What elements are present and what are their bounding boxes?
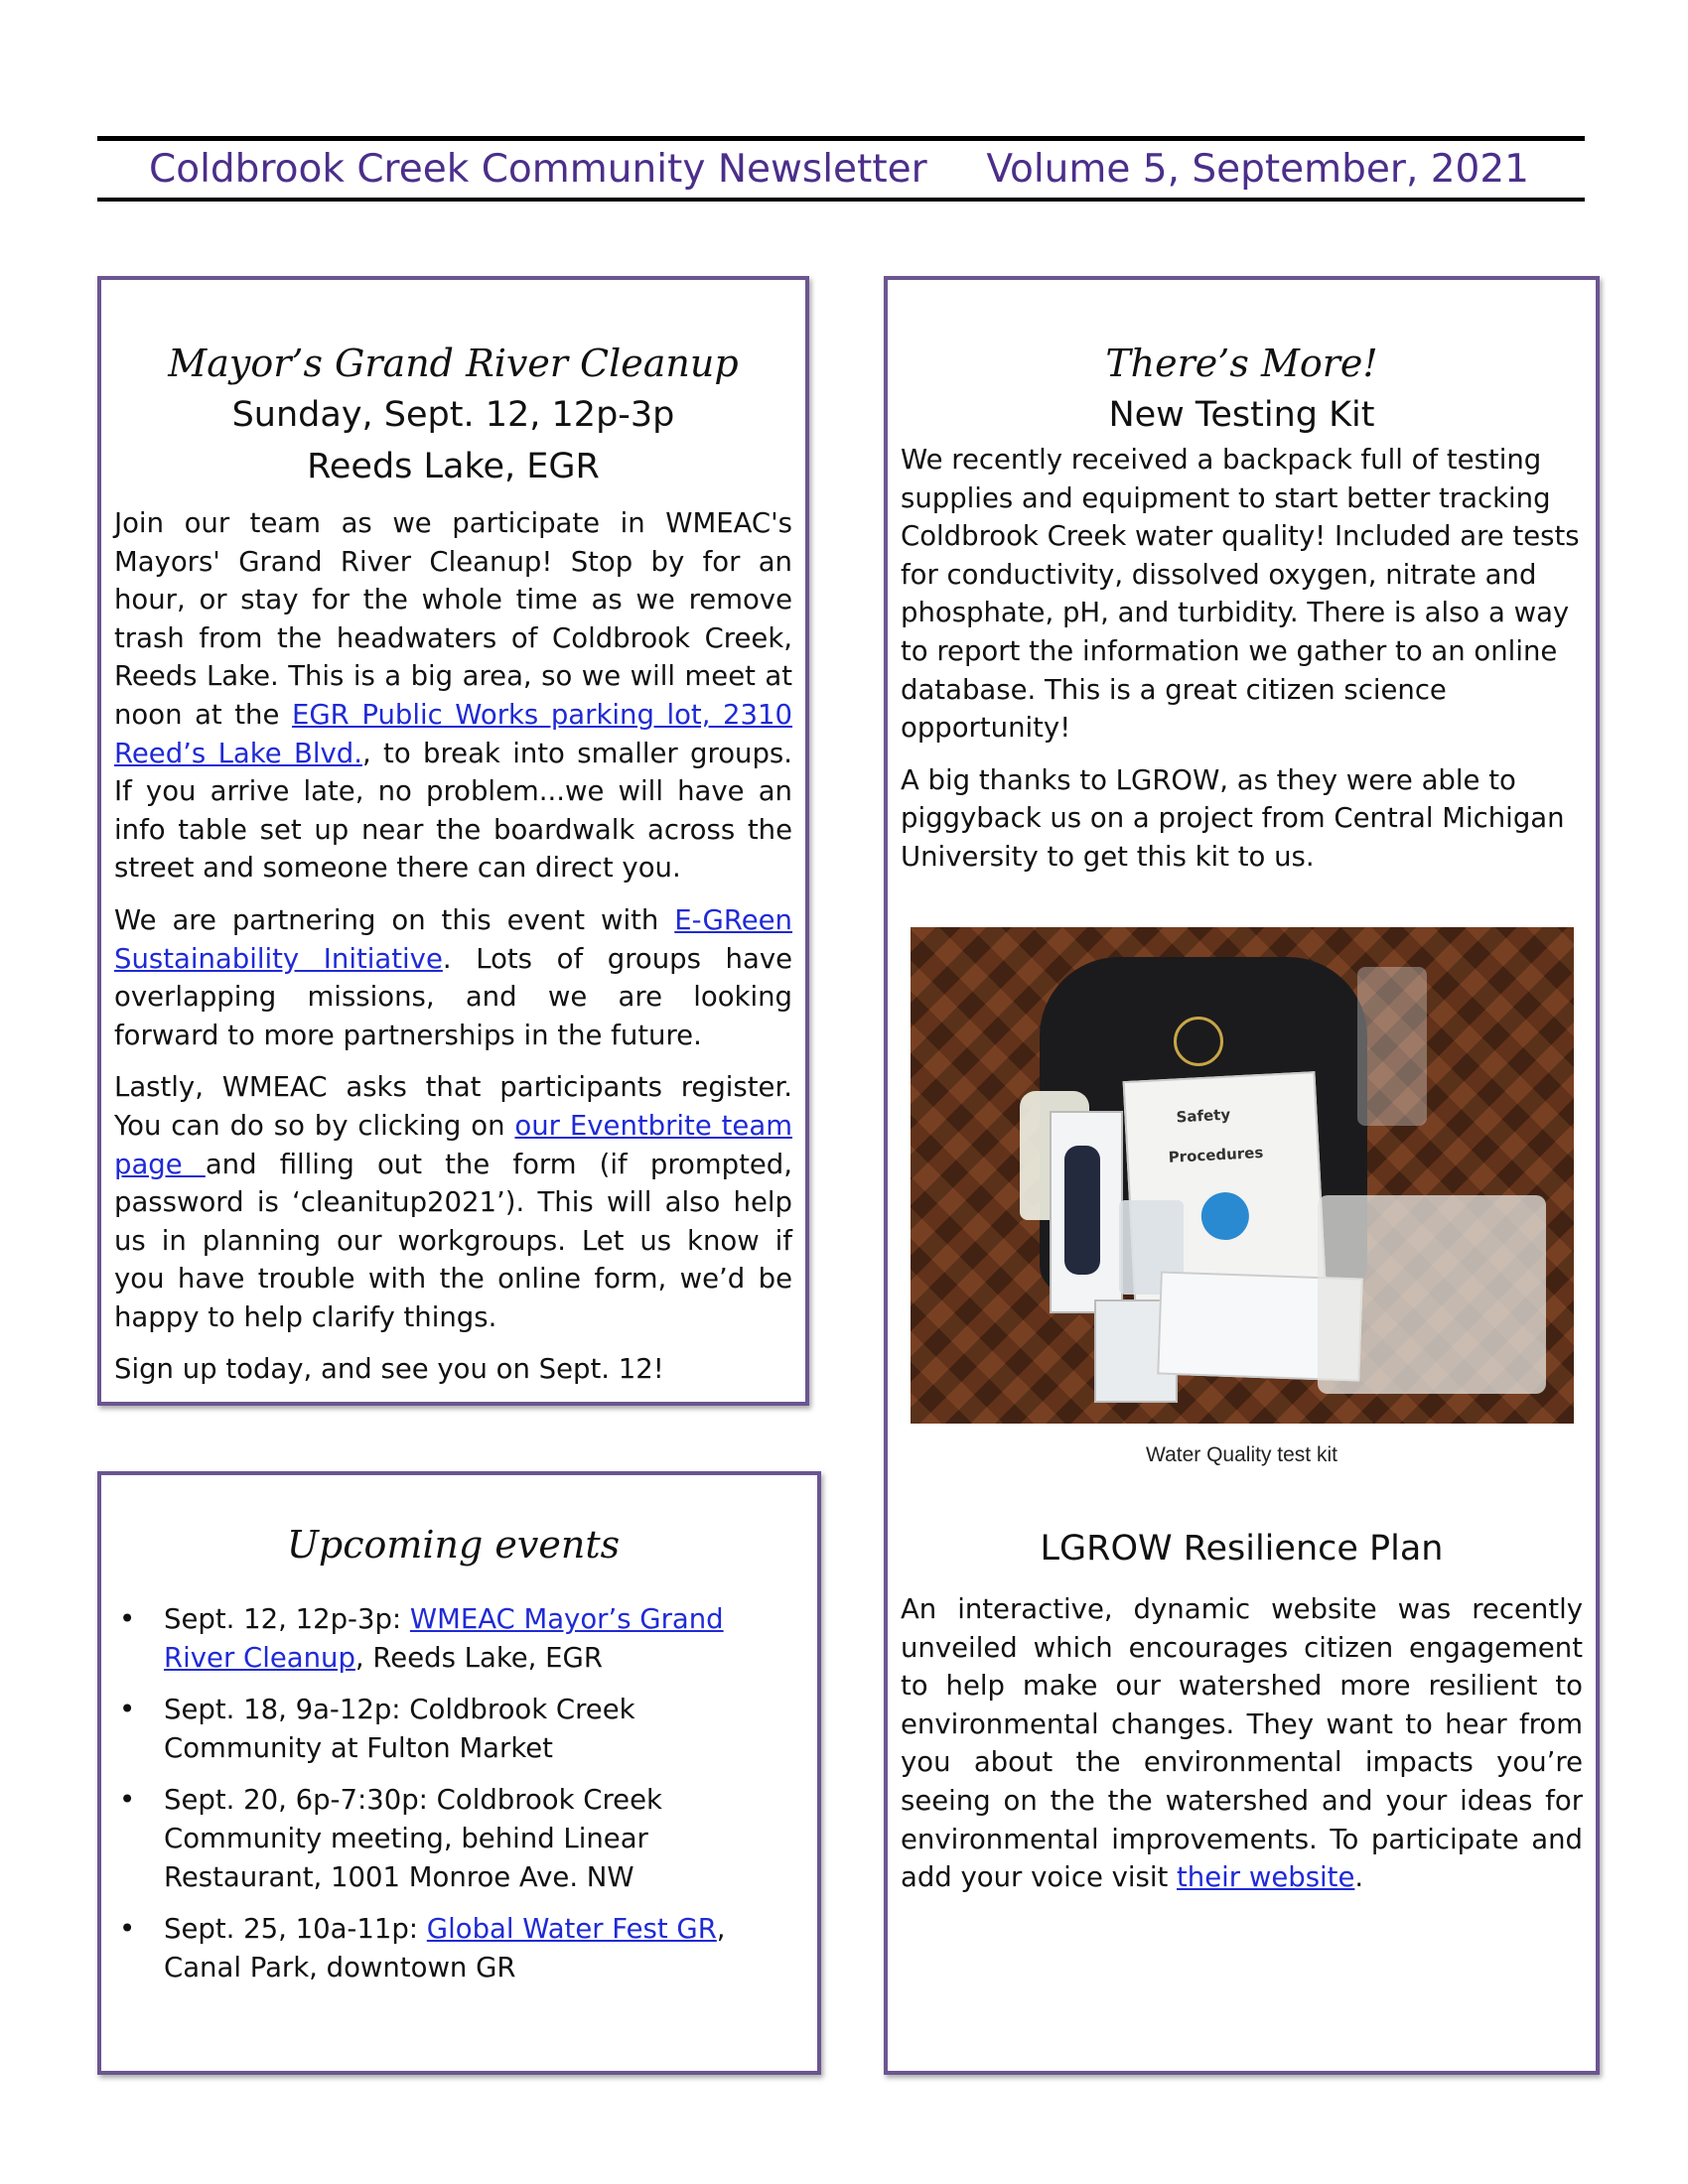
water-fest-link[interactable]: Global Water Fest GR (426, 1913, 717, 1946)
cleanup-event-link[interactable]: WMEAC Mayor’s Grand River Cleanup (164, 1603, 724, 1674)
lgrow-title: LGROW Resilience Plan (1040, 1529, 1444, 1569)
header-bottom-rule (97, 198, 1585, 202)
events-list (119, 1600, 787, 1986)
supply-bags-image (1318, 1195, 1546, 1394)
bullet-icon: • (119, 1913, 136, 1946)
eventbrite-link[interactable]: our Eventbrite team page (114, 1109, 792, 1180)
cleanup-paragraph-1: Join our team as we participate in WMEAC's Mayors' Grand River Cleanup! Stop by for an hour, or stay for the whole time as we remove trash from the headwaters of Coldbrook Creek, Reeds Lake. This is a big area, so we will meet at noon at the EGR Public Works parking lot, 2310 Reed’s Lake Blvd., to break into smaller groups. If you arrive late, no problem...we will have an info table set up near the boardwalk across the street and someone there can direct you. (114, 507, 793, 885)
newsletter-title: Coldbrook Creek Community Newsletter (149, 147, 927, 192)
manual-logo-icon (1200, 1191, 1250, 1241)
lgrow-paragraph: An interactive, dynamic website was recently unveiled which encourages citizen engagement to help make our watershed more resilient to environmental changes. They want to hear from you about the environmental impacts you’re seeing on the the watershed and your ideas for environmental improvements. To participate and add your voice visit their website. (901, 1593, 1583, 1894)
manual-text-procedures: Procedures (1168, 1143, 1264, 1166)
cleanup-paragraph-3: Lastly, WMEAC asks that participants register. You can do so by clicking on our Eventbrite team page and filling out the form (if prompted, password is ‘cleanitup2021’). This will also help us in planning our workgroups. Let us know if you have trouble with the online form, we’d be happy to help clarify things. (114, 1071, 792, 1333)
testing-kit-paragraph-2: A big thanks to LGROW, as they were able to piggyback us on a project from Central Michigan University to get this kit to us. (901, 763, 1565, 873)
bullet-icon: • (119, 1784, 136, 1817)
manual-text-safety: Safety (1176, 1105, 1231, 1127)
testing-kit-paragraph-1: We recently received a backpack full of testing supplies and equipment to start better tracking Coldbrook Creek water quality! Included are tests for conductivity, dissolved oxygen, nitrate and phosphate, pH, and turbidity. There is also a way to report the information we gather to an online database. This is a great citizen science opportunity! (901, 444, 1580, 745)
testing-kit-subtitle: New Testing Kit (1108, 395, 1375, 435)
upcoming-events-box (97, 1471, 821, 2075)
lgrow-website-link[interactable]: their website (1177, 1861, 1355, 1894)
list-item: • Sept. 25, 10a-11p: Global Water Fest GR, Canal Park, downtown GR (119, 1910, 787, 1986)
more-title: There’s More! (1105, 341, 1378, 385)
list-item: • Sept. 20, 6p-7:30p: Coldbrook Creek Community meeting, behind Linear Restaurant, 1001 Monroe Ave. NW (119, 1781, 787, 1896)
cleanup-paragraph-2: We are partnering on this event with E-GReen Sustainability Initiative. Lots of groups have overlapping missions, and we are looking forward to more partnerships in the future. (114, 903, 793, 1051)
cleanup-paragraph-4: Sign up today, and see you on Sept. 12! (114, 1353, 664, 1386)
newsletter-volume: Volume 5, September, 2021 (986, 147, 1529, 192)
meter-image (1064, 1146, 1100, 1275)
h2o-logo-icon (1174, 1017, 1223, 1066)
testing-kit-box (884, 276, 1600, 2075)
list-item: • Sept. 18, 9a-12p: Coldbrook Creek Community at Fulton Market (119, 1691, 787, 1767)
cleanup-article-box (97, 276, 809, 1406)
events-title: Upcoming events (286, 1523, 621, 1567)
list-item: • Sept. 12, 12p-3p: WMEAC Mayor’s Grand River Cleanup, Reeds Lake, EGR (119, 1600, 787, 1677)
bullet-icon: • (119, 1694, 136, 1726)
bullet-icon: • (119, 1603, 136, 1635)
header-top-rule (97, 136, 1585, 141)
egreen-link[interactable]: E-GReen Sustainability Initiative (114, 903, 792, 975)
photo-caption: Water Quality test kit (1146, 1443, 1337, 1466)
cleanup-location: Reeds Lake, EGR (307, 447, 600, 486)
tubes-image (1357, 967, 1427, 1126)
cleanup-date: Sunday, Sept. 12, 12p-3p (231, 395, 675, 435)
parking-lot-link[interactable]: EGR Public Works parking lot, 2310 Reed’s Lake Blvd. (114, 698, 793, 769)
cleanup-title: Mayor’s Grand River Cleanup (168, 341, 739, 385)
test-kit-photo (911, 927, 1574, 1424)
